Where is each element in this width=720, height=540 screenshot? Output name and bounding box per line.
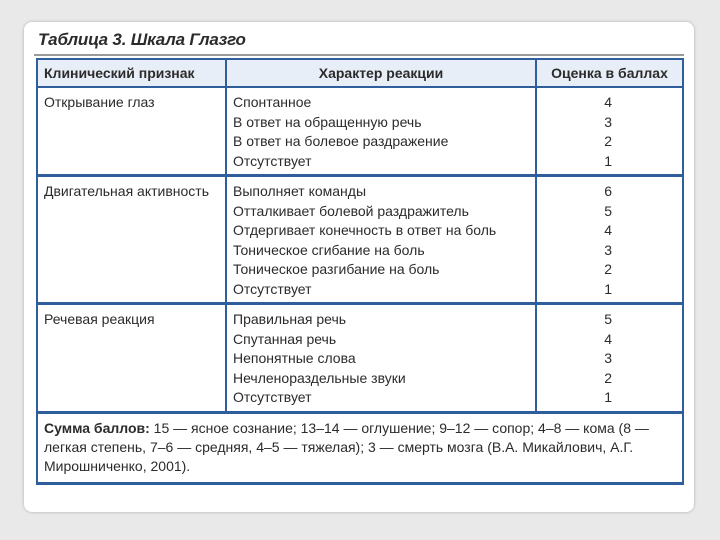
score-value: 2	[604, 369, 612, 386]
glasgow-table-frame	[36, 58, 684, 485]
reaction-item: Выполняет команды	[233, 183, 367, 199]
score-cell	[536, 176, 682, 304]
score-value: 1	[604, 389, 612, 405]
clinical-sign-cell: Речевая реакция	[38, 304, 226, 413]
reaction-item: Отталкивает болевой раздражитель	[233, 202, 469, 219]
score-cell	[536, 87, 682, 176]
score-value: 3	[604, 350, 612, 366]
header-score: Оценка в баллах	[536, 60, 682, 87]
header-sign: Клинический признак	[38, 60, 226, 87]
reaction-item: Отдергивает конечность в ответ на боль	[233, 222, 497, 238]
reaction-cell	[226, 304, 536, 413]
title-divider	[34, 54, 684, 56]
score-value: 5	[604, 202, 612, 219]
score-value: 6	[604, 183, 612, 199]
clinical-sign-cell: Открывание глаз	[38, 87, 226, 176]
reaction-cell	[226, 176, 536, 304]
score-value: 3	[604, 241, 612, 258]
reaction-item: Отсутствует	[233, 280, 312, 297]
reaction-item: Тоническое разгибание на боль	[233, 261, 440, 277]
score-value: 2	[604, 133, 612, 149]
reaction-item: Спутанная речь	[233, 330, 337, 347]
reaction-item: Правильная речь	[233, 311, 347, 327]
slide	[24, 22, 694, 512]
reaction-item: В ответ на обращенную речь	[233, 113, 422, 130]
score-value: 4	[604, 222, 612, 238]
header-reaction: Характер реакции	[226, 60, 536, 87]
score-value: 5	[604, 311, 612, 327]
score-value: 4	[604, 94, 612, 110]
table-title: Таблица 3. Шкала Глазго	[38, 30, 246, 49]
summary-text: 15 — ясное сознание; 13–14 — оглушение; 9–12 — сопор; 4–8 — кома (8 — легкая степень, 7–6 — средняя, 4–5 — тяжелая); 3 — смерть мозга (В.А. Микайлович, А.Г. Мирошниченко, 2001).	[44, 419, 649, 474]
score-value: 3	[604, 113, 612, 130]
score-cell	[536, 304, 682, 413]
table-row	[38, 87, 682, 176]
document-card	[34, 28, 684, 488]
score-value: 2	[604, 261, 612, 277]
reaction-item: Нечленораздельные звуки	[233, 369, 406, 386]
reaction-item: Спонтанное	[233, 94, 312, 110]
reaction-item: Отсутствует	[233, 152, 312, 169]
score-summary	[38, 414, 682, 482]
glasgow-table	[38, 60, 682, 414]
score-value: 4	[604, 330, 612, 347]
table-row	[38, 304, 682, 413]
score-value: 1	[604, 152, 612, 169]
table-row	[38, 176, 682, 304]
reaction-item: В ответ на болевое раздражение	[233, 133, 449, 149]
reaction-item: Тоническое сгибание на боль	[233, 241, 425, 258]
score-value: 1	[604, 280, 612, 297]
reaction-item: Непонятные слова	[233, 350, 356, 366]
reaction-cell	[226, 87, 536, 176]
table-header-row	[38, 60, 682, 87]
summary-label: Сумма баллов:	[44, 419, 150, 436]
reaction-item: Отсутствует	[233, 389, 312, 405]
clinical-sign-cell: Двигательная активность	[38, 176, 226, 304]
